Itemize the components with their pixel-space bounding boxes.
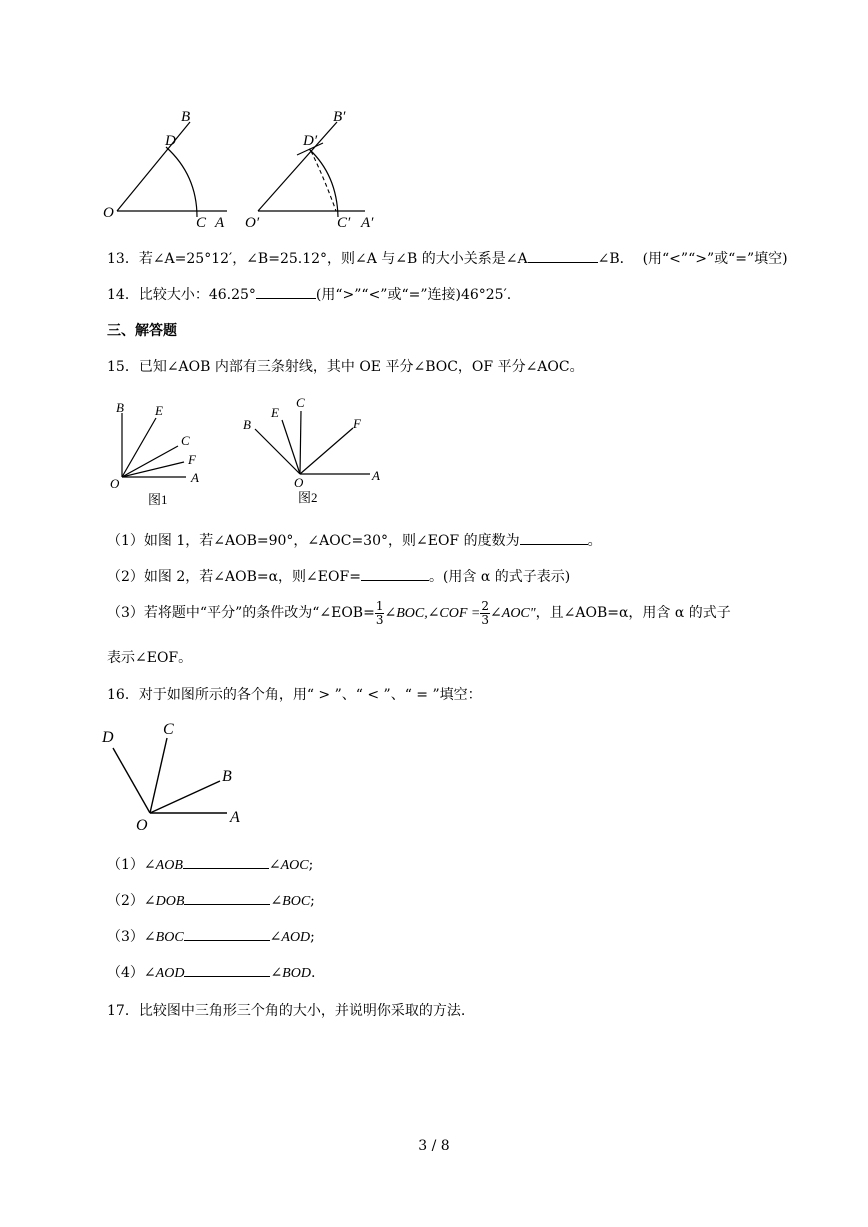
- fig1-label-f: F: [188, 452, 196, 467]
- q15-p2-suffix: 。(用含 α 的式子表示): [428, 569, 571, 585]
- question-16-item-3: （3）∠BOC ∠AOD;: [107, 926, 315, 948]
- question-15-part-2: [107, 566, 570, 587]
- question-16-stem: 16．对于如图所示的各个角，用“ > ”、“ < ”、“ = ”填空：: [107, 687, 482, 703]
- item-number: （4）: [107, 965, 144, 981]
- question-13: [107, 248, 788, 269]
- figure-15-1: [108, 398, 208, 508]
- q16-1-answer-blank[interactable]: [183, 854, 269, 869]
- fig2-label-b: B: [243, 417, 251, 432]
- figure-15-2: [238, 395, 388, 507]
- fig1-label-e: E: [155, 403, 163, 418]
- item-number: （2）: [107, 893, 144, 909]
- item-number: （3）: [107, 929, 144, 945]
- fig1-label-c: C: [181, 433, 190, 448]
- fig2-label-c: C: [296, 395, 305, 410]
- label-d: D: [165, 133, 176, 149]
- item-right-angle: ∠BOD: [270, 966, 311, 981]
- item-right-angle: ∠AOC: [268, 858, 309, 873]
- fraction-one-third: $\frac{1}{3}$: [375, 598, 384, 627]
- q13-answer-blank[interactable]: [528, 248, 598, 263]
- q15-p2-text: （2）如图 2，若∠AOB=α，则∠EOF=: [107, 569, 361, 585]
- question-16-item-2: （2）∠DOB ∠BOC;: [107, 890, 315, 912]
- fig16-label-d: D: [102, 729, 114, 746]
- label-d-prime: D′: [303, 133, 318, 149]
- q15-p3-suffix: ，且∠AOB=α，用含 α 的式子: [535, 605, 731, 621]
- question-16-item-1: （1）∠AOB ∠AOC;: [107, 854, 313, 876]
- figure-16: [100, 718, 250, 838]
- figure-angle-construction-right: [245, 105, 395, 230]
- q14-answer-blank[interactable]: [256, 284, 316, 299]
- label-c-prime: C′: [337, 215, 351, 230]
- label-o: O: [103, 205, 114, 221]
- section-heading: 三、解答题: [107, 323, 177, 339]
- fig2-label-f: F: [353, 416, 361, 431]
- question-15-part-1: [107, 530, 602, 551]
- item-right-angle: ∠AOD: [269, 930, 311, 945]
- question-14: [107, 284, 511, 305]
- fig1-caption: 图1: [148, 492, 168, 507]
- fig2-label-a: A: [372, 468, 380, 483]
- item-left-angle: ∠AOB: [143, 858, 183, 873]
- fig16-label-a: A: [230, 809, 240, 826]
- q15-p3-formula-end: ∠AOC": [490, 606, 536, 621]
- question-15-part-3-line-2: 表示∠EOF。: [107, 650, 193, 666]
- item-right-angle: ∠BOC: [270, 894, 311, 909]
- item-left-angle: ∠AOD: [143, 966, 185, 981]
- figure-angle-construction-left: [95, 105, 245, 230]
- fraction-two-thirds: $\frac{2}{3}$: [481, 598, 490, 627]
- fig16-label-o: O: [136, 817, 148, 834]
- item-left-angle: ∠DOB: [143, 894, 185, 909]
- label-a-prime: A′: [361, 215, 374, 230]
- q16-3-answer-blank[interactable]: [184, 926, 270, 941]
- fig1-label-a: A: [191, 470, 199, 485]
- fig16-label-b: B: [222, 768, 232, 785]
- q15-p3-formula: ∠BOC,∠COF =: [384, 606, 481, 621]
- q14-suffix: (用“>”“<”或“=”连接)46°25′.: [315, 287, 512, 303]
- q15-p1-suffix: 。: [587, 533, 602, 549]
- label-b-prime: B′: [333, 109, 346, 125]
- fig2-label-o: O: [294, 475, 304, 490]
- fig1-label-b: B: [116, 400, 124, 415]
- q13-prefix: 13．若∠A=25°12′，∠B=25.12°，则∠A 与∠B 的大小关系是∠A: [107, 251, 528, 267]
- fig16-label-c: C: [163, 721, 174, 738]
- q15-p2-answer-blank[interactable]: [361, 566, 429, 581]
- label-c: C: [196, 215, 207, 230]
- item-number: （1）: [107, 857, 144, 873]
- fig1-label-o: O: [110, 476, 120, 491]
- question-16-item-4: （4）∠AOD ∠BOD.: [107, 962, 315, 984]
- q15-p1-text: （1）如图 1，若∠AOB=90°，∠AOC=30°，则∠EOF 的度数为: [107, 533, 520, 549]
- q15-p1-answer-blank[interactable]: [520, 530, 588, 545]
- question-17-stem: 17．比较图中三角形三个角的大小，并说明你采取的方法.: [107, 1003, 466, 1019]
- label-b: B: [181, 109, 191, 125]
- question-15-part-3: [107, 598, 731, 629]
- fig2-caption: 图2: [298, 490, 318, 505]
- q14-prefix: 14．比较大小：46.25°: [107, 287, 256, 303]
- q13-suffix: (用“<”“>”或“=”填空): [642, 251, 788, 267]
- fig2-label-e: E: [271, 405, 279, 420]
- q16-2-answer-blank[interactable]: [184, 890, 270, 905]
- q13-middle: ∠B．: [597, 251, 634, 267]
- label-o-prime: O′: [245, 215, 260, 230]
- q15-p3-text: （3）若将题中“平分”的条件改为“∠EOB=: [107, 605, 375, 621]
- item-left-angle: ∠BOC: [143, 930, 184, 945]
- page-number: 3 / 8: [418, 1138, 450, 1154]
- label-a: A: [215, 215, 225, 230]
- q16-4-answer-blank[interactable]: [184, 962, 270, 977]
- question-15-stem: 15．已知∠AOB 内部有三条射线，其中 OE 平分∠BOC，OF 平分∠AOC。: [107, 359, 584, 375]
